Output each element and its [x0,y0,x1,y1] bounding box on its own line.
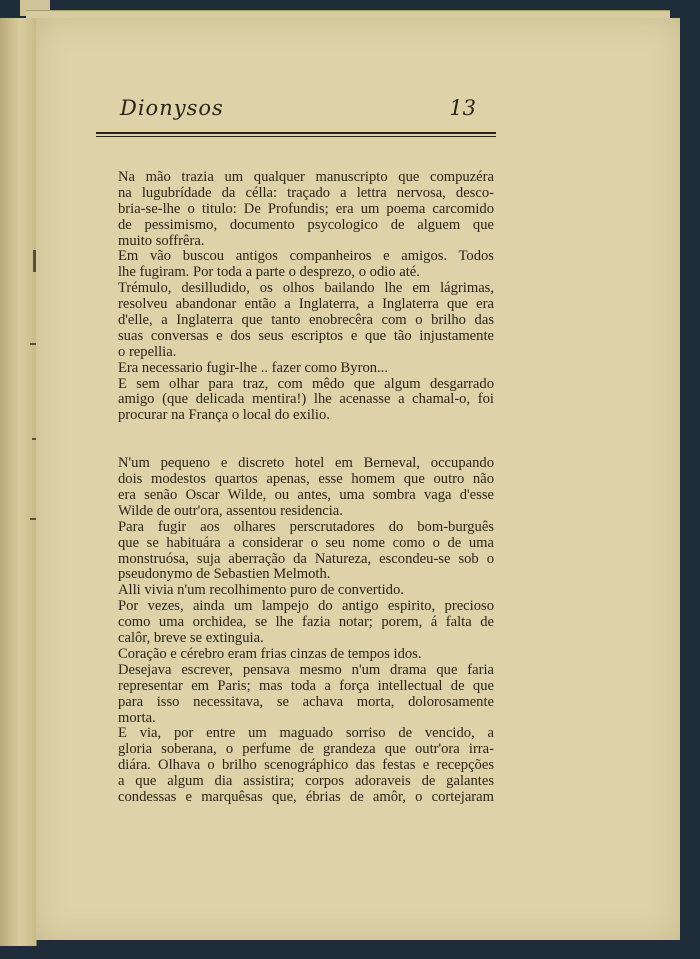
text-line: o repellia. [118,343,177,360]
text-line: Em vão buscou antigos companheiros e amigos. Todos [118,248,494,265]
text-line: Coração e cérebro eram frias cinzas de tempos idos. [118,645,422,662]
text-line: monstruósa, suja aberração da Natureza, escondeu-se sob o [118,550,494,567]
text-line: Desejava escrever, pensava mesmo n'um drama que faria [118,661,494,678]
text-line: dois modestos quartos apenas, esse homem que outro não [118,471,494,488]
text-line: amigo (que delicada mentira!) lhe acenasse a chamal-o, foi [118,391,494,408]
header-rule [96,132,496,134]
text-line: muito soffrêra. [118,232,205,249]
text-line: pseudonymo de Sebastien Melmoth. [118,566,331,583]
text-line: Para fugir aos olhares perscrutadores do bom-burguês [118,518,494,535]
text-line: era senão Oscar Wilde, ou antes, uma sombra vaga d'esse [118,487,494,504]
book-spine [0,18,37,946]
page-number: 13 [449,96,476,120]
text-line: de pessimismo, documento psycologico de alguem que [118,216,494,233]
text-line: resolveu abandonar então a Inglaterra, a Inglaterra que era [118,296,494,313]
paragraph-gap [118,424,494,456]
text-line: que se habituára a considerar o seu nome como o de uma [118,534,494,551]
running-title: Dionysos [120,96,224,120]
text-line: morta. [118,709,156,726]
text-line: condessas e marquêsas que, ébrias de amôr, o cortejaram [118,788,494,805]
text-line: Wilde de outr'ora, assentou residencia. [118,502,343,519]
text-line: representar em Paris; mas toda a força intellectual de que [118,677,494,694]
text-line: Alli vivia n'um recolhimento puro de convertido. [118,582,404,599]
text-line: bria-se-lhe o titulo: De Profundis; era um poema carcomido [118,200,494,217]
text-line: lhe fugiram. Por toda a parte o desprezo, o odio até. [118,264,420,281]
header-rule-thin [96,136,496,137]
text-line: Era necessario fugir-lhe .. fazer como Byron... [118,359,388,376]
text-line: E via, por entre um maguado sorriso de vencido, a [118,725,494,742]
text-line: Na mão trazia um qualquer manuscripto que compuzéra [118,169,494,185]
text-line: N'um pequeno e discreto hotel em Berneval, occupando [118,455,494,472]
body-text [118,170,494,806]
text-line: gloria soberana, o perfume de grandeza que outr'ora irra- [118,741,494,758]
text-line: na lugubrídade da célla: traçado a lettra nervosa, desco- [118,184,494,201]
text-line: calôr, breve se extinguia. [118,630,264,647]
text-line: para isso necessitava, se achava morta, dolorosamente [118,693,494,710]
text-line: a que algum dia assistira; corpos adoraveis de galantes [118,773,494,790]
text-line: Trémulo, desilludido, os olhos bailando lhe em lágrimas, [118,280,494,297]
text-line: suas conversas e dos seus escriptos e que tão injustamente [118,327,494,344]
text-line: procurar na França o local do exilio. [118,407,330,424]
page-header [86,92,496,132]
text-line: d'elle, a Inglaterra que tanto enobrecêra com o brilho das [118,312,494,329]
text-line: Por vezes, ainda um lampejo do antigo espirito, precioso [118,598,494,615]
text-line: E sem olhar para traz, com mêdo que algum desgarrado [118,375,494,392]
text-line: diára. Olhava o brilho scenográphico das festas e recepções [118,757,494,774]
text-line: como uma orchidea, se lhe fazia notar; porem, á falta de [118,614,494,631]
